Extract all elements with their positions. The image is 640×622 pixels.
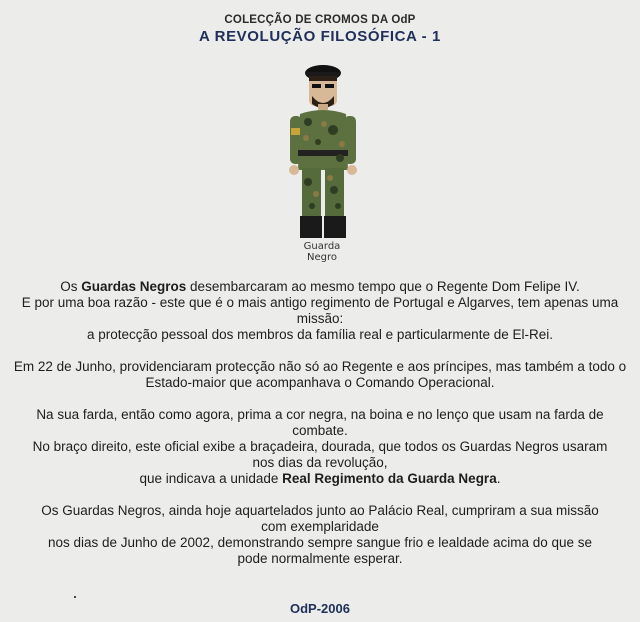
page-title: A REVOLUÇÃO FILOSÓFICA - 1 [199,28,441,45]
p1-bold: Guardas Negros [81,279,187,294]
caption-line-2: Negro [307,252,337,263]
paragraph-1-line-1 [0,279,640,295]
header [0,14,640,45]
p1-text-b: desembarcaram ao mesmo tempo que o Regente Dom Felipe IV. [186,279,580,294]
article-body [0,279,640,567]
p3-bold: Real Regimento da Guarda Negra [282,471,497,486]
soldier-figure-icon [278,60,368,245]
collection-kicker: COLECÇÃO DE CROMOS DA OdP [224,14,416,26]
p1-text-a: Os [60,279,82,294]
figure-caption [290,241,354,263]
caption-line-1: Guarda [303,241,341,252]
paragraph-1-line-3: a protecção pessoal dos membros da família real e particularmente de El-Rei. [87,327,553,342]
paragraph-2: Em 22 de Junho, providenciaram protecção não só ao Regente e aos príncipes, mas também a todo o Estado-maior que acompanhava o Comando Operacional. [13,359,627,390]
p3-text-a: que indicava a unidade [139,471,283,486]
stray-dot [74,596,76,598]
footer-label: OdP-2006 [290,601,350,616]
paragraph-3-line-3 [0,471,640,487]
paragraph-4-line-2: nos dias de Junho de 2002, demonstrando sempre sangue frio e lealdade acima do que se pode normalmente esperar. [47,535,593,566]
paragraph-3-line-1: Na sua farda, então como agora, prima a cor negra, na boina e no lenço que usam na farda de combate. [36,407,604,438]
p3-text-b: . [496,471,501,486]
paragraph-4-line-1: Os Guardas Negros, ainda hoje aquartelados junto ao Palácio Real, cumpriram a sua missão com exemplaridade [41,503,599,534]
paragraph-1-line-2: E por uma boa razão - este que é o mais antigo regimento de Portugal e Algarves, tem apenas uma missão: [21,295,619,326]
paragraph-3-line-2: No braço direito, este oficial exibe a braçadeira, dourada, que todos os Guardas Negros usaram nos dias da revolução, [32,439,608,470]
